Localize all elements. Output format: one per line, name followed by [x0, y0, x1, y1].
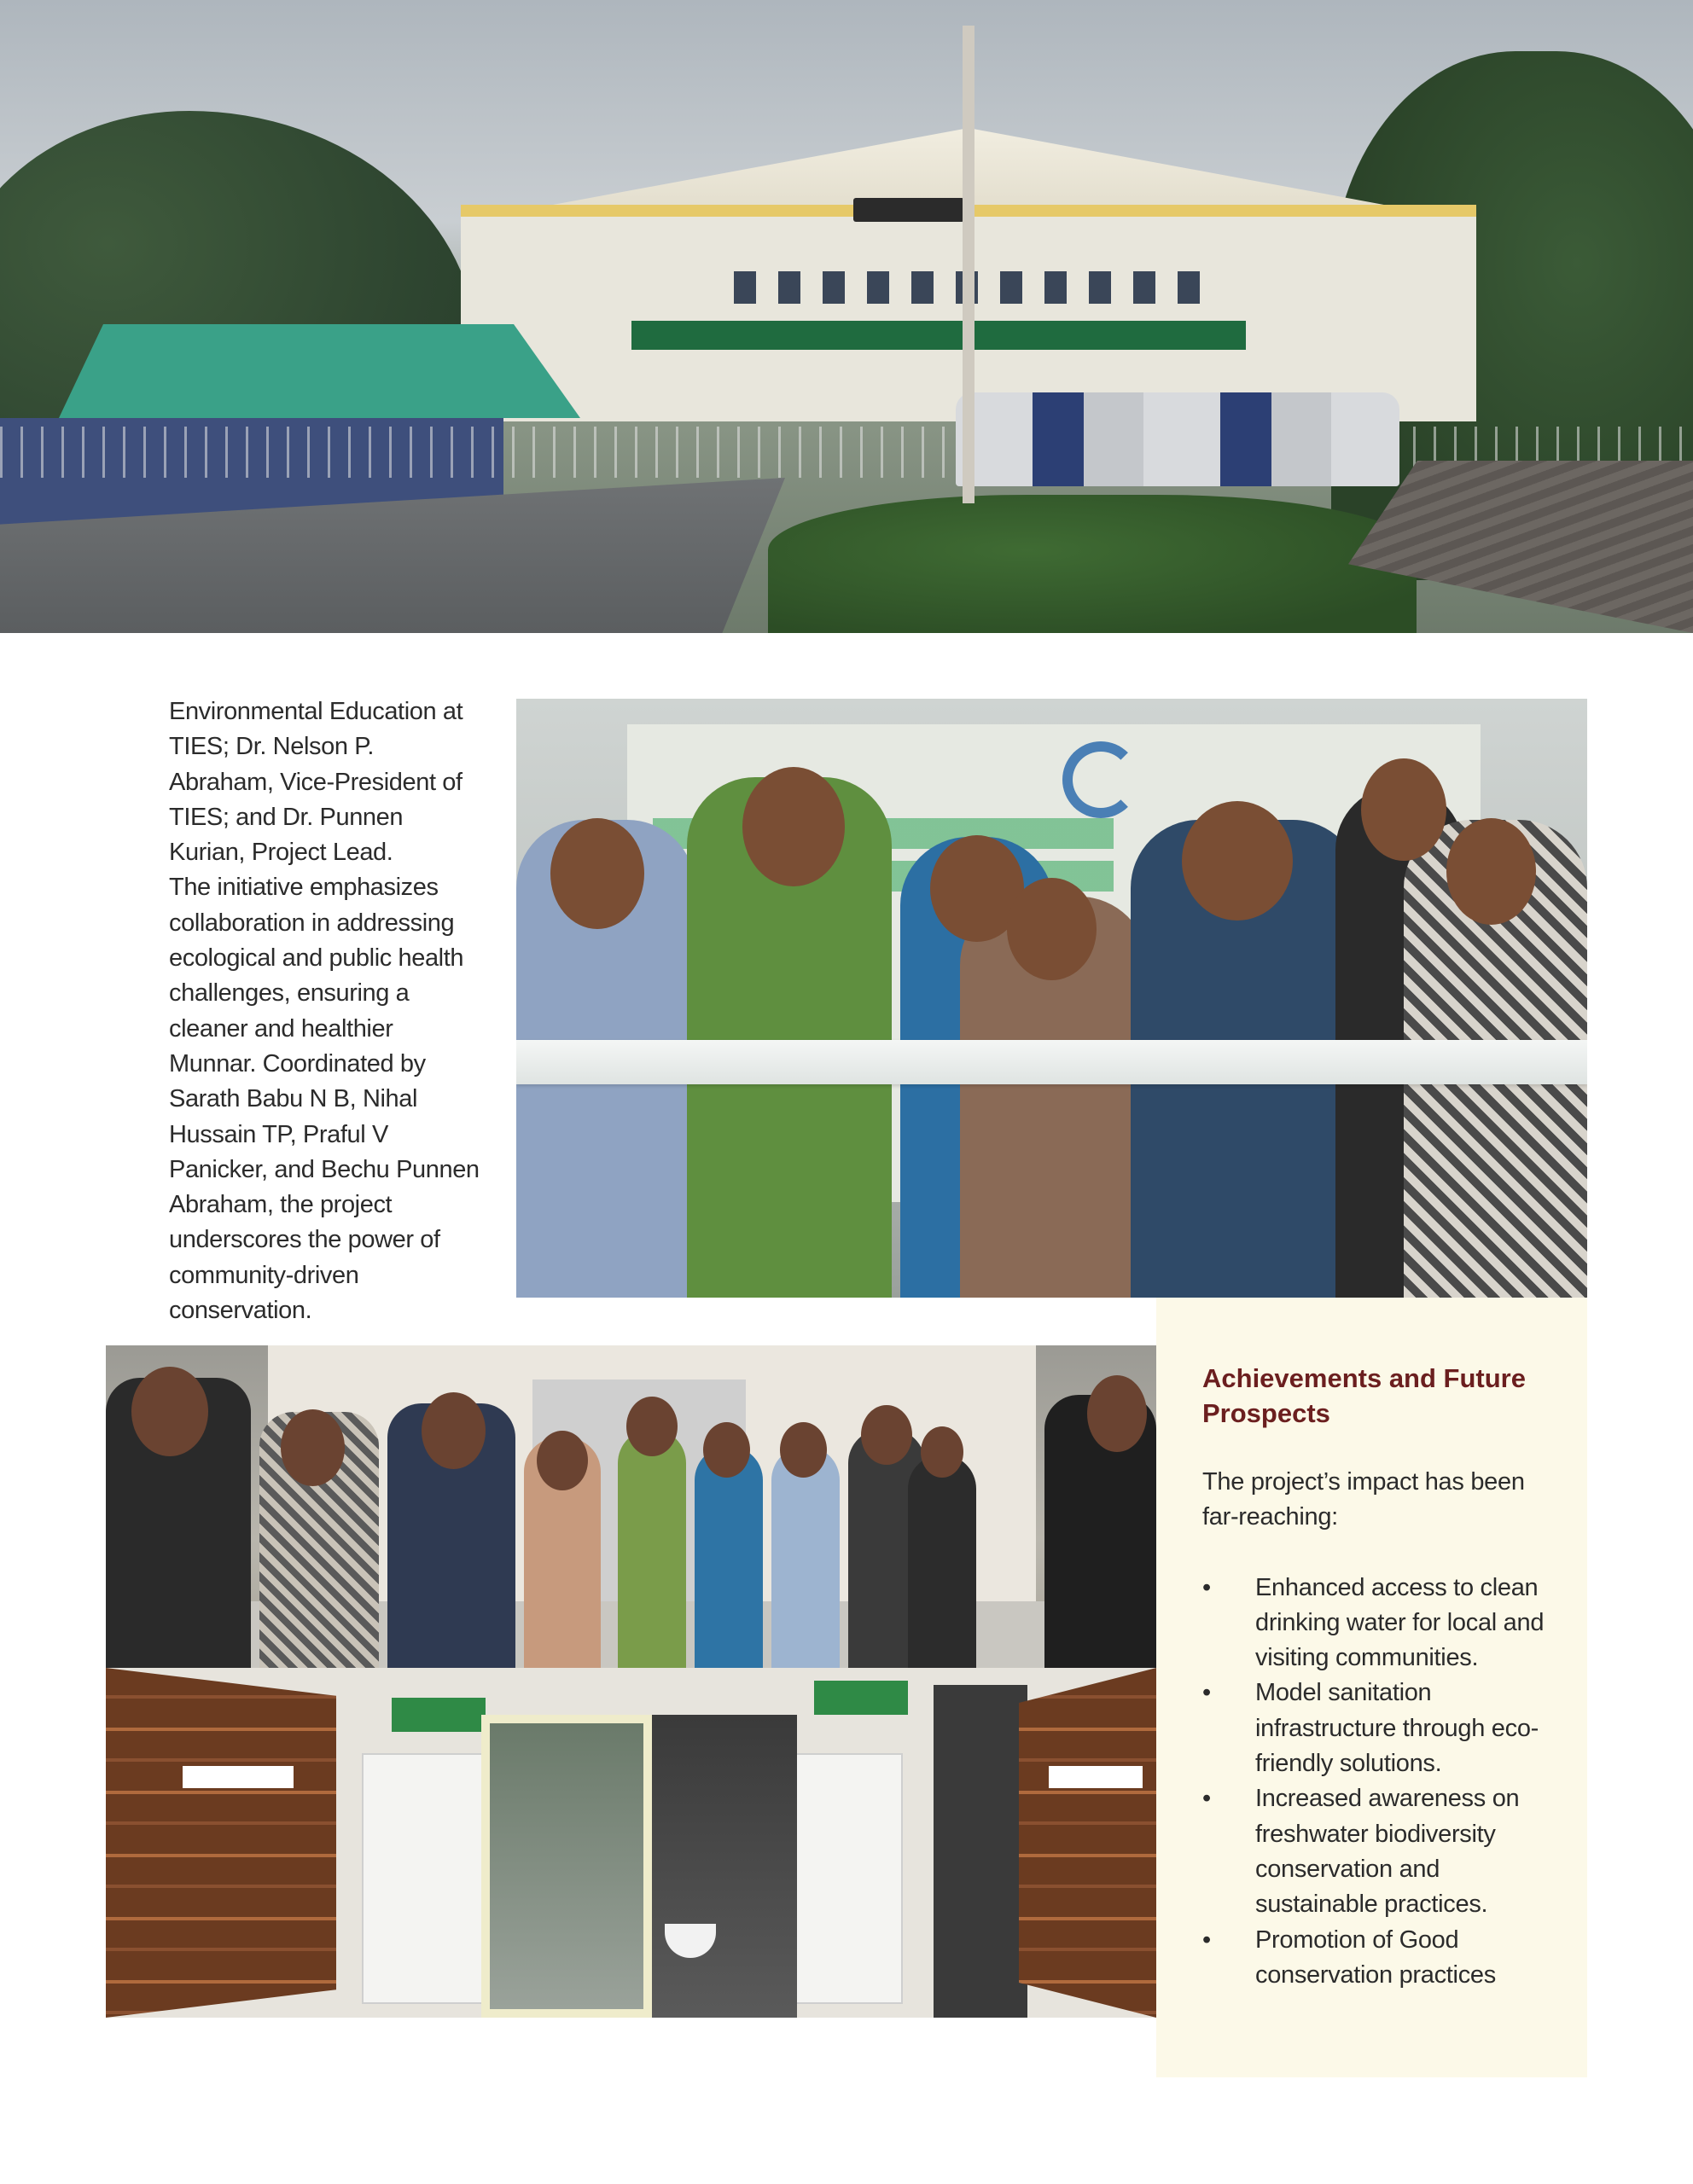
intro-text-column	[169, 694, 480, 1328]
bullet: •	[1202, 1926, 1211, 1954]
bullet: •	[1202, 1679, 1211, 1707]
achievements-heading: Achievements and Future Prospects	[1202, 1363, 1526, 1428]
intro-paragraph-2: The initiative emphasizes collaboration in addressing ecological and public health challenges, ensuring a cleaner and healthier Munnar. Coordinated by Sarath Babu N B, Nihal Hussain TP, Praful V Panicker, and Bechu Punnen Abraham, the project underscores the power of community-driven conservation.	[169, 874, 480, 1325]
factory-building-photo	[0, 0, 1693, 633]
toilet-complex-doors-photo	[106, 1668, 1156, 2018]
list-item-text: Enhanced access to clean drinking water for local and visiting communities.	[1255, 1573, 1545, 1672]
achievements-list	[1202, 1571, 1556, 1994]
bullet: •	[1202, 1573, 1211, 1601]
list-item	[1202, 1571, 1556, 1676]
list-item-text: Increased awareness on freshwater biodiversity conservation and sustainable practices.	[1255, 1785, 1520, 1919]
list-item-text: Promotion of Good conservation practices	[1255, 1926, 1496, 1989]
bullet: •	[1202, 1785, 1211, 1813]
list-item-text: Model sanitation infrastructure through eco-friendly solutions.	[1255, 1679, 1539, 1778]
achievements-intro: The project’s impact has been far-reaching:	[1202, 1468, 1525, 1531]
list-item	[1202, 1923, 1556, 1994]
achievements-sidebar	[1156, 1298, 1587, 2077]
group-inauguration-photo	[106, 1345, 1156, 1668]
ribbon-cutting-photo	[516, 699, 1587, 1298]
intro-paragraph-1: Environmental Education at TIES; Dr. Nelson P. Abraham, Vice-President of TIES; and Dr. Punnen Kurian, Project Lead.	[169, 698, 463, 867]
list-item	[1202, 1781, 1556, 1922]
list-item	[1202, 1676, 1556, 1781]
